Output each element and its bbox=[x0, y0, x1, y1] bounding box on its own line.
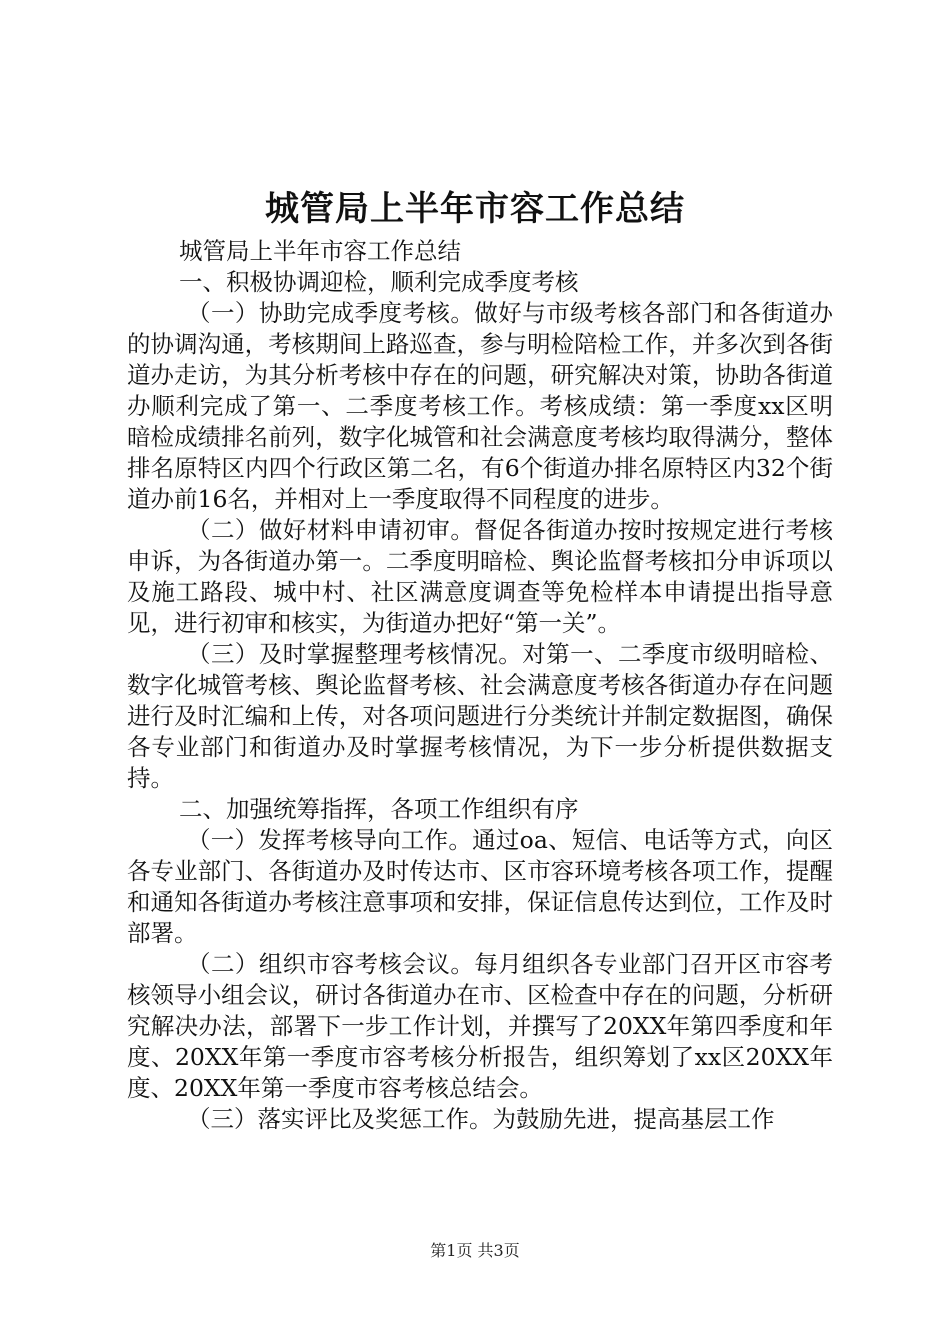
paragraph: （三）及时掌握整理考核情况。对第一、二季度市级明暗检、数字化城管考核、舆论监督考核、社会满意度考核各街道办存在问题进行及时汇编和上传，对各项问题进行分类统计并制定数据图，确保各专业部门和街道办及时掌握考核情况，为下一步分析提供数据支持。 bbox=[127, 640, 833, 792]
paragraph-subtitle: 城管局上半年市容工作总结 bbox=[179, 237, 461, 265]
paragraph: （一）发挥考核导向工作。通过oa、短信、电话等方式，向区各专业部门、各街道办及时传达市、区市容环境考核各项工作，提醒和通知各街道办考核注意事项和安排，保证信息传达到位，工作及时部署。 bbox=[127, 826, 833, 947]
paragraph: （三）落实评比及奖惩工作。为鼓励先进，提高基层工作 bbox=[187, 1105, 775, 1133]
document-body bbox=[127, 236, 833, 1135]
page-footer: 第1页 共3页 bbox=[430, 1241, 520, 1260]
paragraph: （二）组织市容考核会议。每月组织各专业部门召开区市容考核领导小组会议，研讨各街道办在市、区检查中存在的问题，分析研究解决办法，部署下一步工作计划，并撰写了20XX年第四季度和年度、20XX年第一季度市容考核分析报告，组织筹划了xx区20XX年度、20XX年第一季度市容考核总结会。 bbox=[127, 950, 833, 1102]
paragraph: （二）做好材料申请初审。督促各街道办按时按规定进行考核申诉，为各街道办第一。二季度明暗检、舆论监督考核扣分申诉项以及施工路段、城中村、社区满意度调查等免检样本申请提出指导意见，进行初审和核实，为街道办把好“第一关”。 bbox=[127, 516, 833, 637]
paragraph: （一）协助完成季度考核。做好与市级考核各部门和各街道办的协调沟通，考核期间上路巡查，参与明检陪检工作，并多次到各街道办走访，为其分析考核中存在的问题，研究解决对策，协助各街道办顺利完成了第一、二季度考核工作。考核成绩：第一季度xx区明暗检成绩排名前列，数字化城管和社会满意度考核均取得满分，整体排名原特区内四个行政区第二名，有6个街道办排名原特区内32个街道办前16名，并相对上一季度取得不同程度的进步。 bbox=[127, 299, 833, 513]
document-title: 城管局上半年市容工作总结 bbox=[265, 189, 685, 229]
section-heading-1: 一、积极协调迎检，顺利完成季度考核 bbox=[179, 268, 579, 296]
section-heading-2: 二、加强统筹指挥，各项工作组织有序 bbox=[179, 795, 579, 823]
